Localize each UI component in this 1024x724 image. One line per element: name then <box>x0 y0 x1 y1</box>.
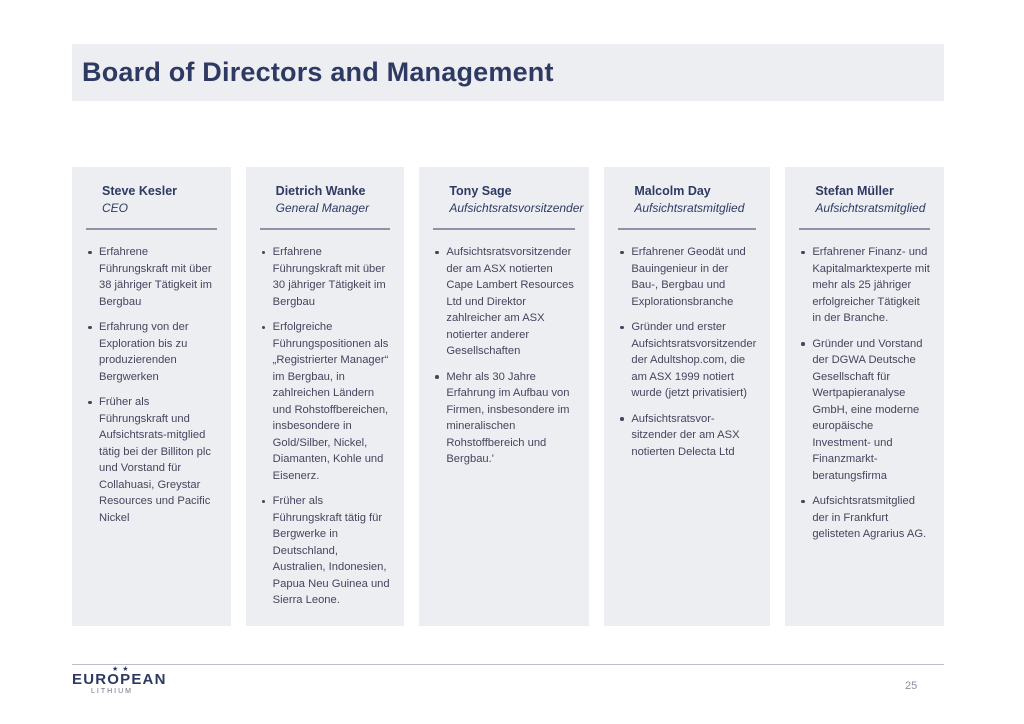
profile-cards-container <box>72 167 944 626</box>
list-item: Aufsichtsratsmitglied der in Frankfurt gelisteten Agrarius AG. <box>799 493 930 543</box>
person-name: Stefan Müller <box>815 184 894 198</box>
person-name: Dietrich Wanke <box>275 184 366 198</box>
list-item: Aufsichtsratsvorsitzender der am ASX notierten Cape Lambert Resources Ltd und Direktor zahlreicher am ASX notierter anderer Gesellschaften <box>433 244 575 360</box>
list-item: Mehr als 30 Jahre Erfahrung im Aufbau von Firmen, insbesondere im mineralischen Rohstoffbereich und Bergbau.' <box>433 369 575 468</box>
logo-main-text: EUROPEAN <box>72 671 167 688</box>
person-name: Steve Kesler <box>102 184 178 198</box>
profile-header <box>799 183 930 230</box>
list-item: Früher als Führungskraft und Aufsichtsrats-mitglied tätig bei der Billiton plc und Vorstand für Collahuasi, Greystar Resources und Pacific Nickel <box>86 394 217 526</box>
footer-divider <box>72 664 944 665</box>
person-role: General Manager <box>275 201 370 215</box>
bio-bullet-list <box>260 244 391 609</box>
page-title: Board of Directors and Management <box>82 57 554 87</box>
profile-card <box>604 167 770 626</box>
list-item: Erfahrener Finanz- und Kapitalmarktexperte mit mehr als 25 jähriger erfolgreicher Tätigkeit in der Branche. <box>799 244 930 327</box>
list-item: Gründer und Vorstand der DGWA Deutsche Gesellschaft für Wertpapieranalyse GmbH, eine moderne europäische Investment- und Finanzmarkt-beratungsfirma <box>799 336 930 485</box>
list-item: Erfolgreiche Führungspositionen als „Registrierter Manager“ im Bergbau, in zahlreichen Ländern und Rohstoffbereichen, insbesondere in Gold/Silber, Nickel, Diamanten, Kohle und Eisenerz. <box>260 319 391 484</box>
list-item: Gründer und erster Aufsichtsratsvorsitzender der Adultshop.com, die am ASX 1999 notiert wurde (jetzt privatisiert) <box>618 319 756 402</box>
list-item: Erfahrener Geodät und Bauingenieur in der Bau-, Bergbau und Explorationsbranche <box>618 244 756 310</box>
person-role: Aufsichtsratsvorsitzender <box>449 201 584 215</box>
profile-card <box>419 167 589 626</box>
person-name: Malcolm Day <box>634 184 711 198</box>
stars-icon: ★ ★ <box>112 666 130 673</box>
person-role: Aufsichtsratsmitglied <box>815 201 926 215</box>
bio-bullet-list <box>433 244 575 468</box>
list-item: Früher als Führungskraft tätig für Bergwerke in Deutschland, Australien, Indonesien, Papua Neu Guinea und Sierra Leone. <box>260 493 391 609</box>
list-item: Aufsichtsratsvor-sitzender der am ASX notierten Delecta Ltd <box>618 411 756 461</box>
person-role: CEO <box>102 201 129 215</box>
bio-bullet-list <box>618 244 756 460</box>
list-item: Erfahrene Führungskraft mit über 38 jähriger Tätigkeit im Bergbau <box>86 244 217 310</box>
profile-card <box>246 167 405 626</box>
person-name: Tony Sage <box>449 184 512 198</box>
person-role: Aufsichtsratsmitglied <box>634 201 745 215</box>
profile-header <box>86 183 217 230</box>
page-number: 25 <box>905 680 918 692</box>
profile-card <box>72 167 231 626</box>
profile-header <box>260 183 391 230</box>
list-item: Erfahrung von der Exploration bis zu produzierenden Bergwerken <box>86 319 217 385</box>
bio-bullet-list <box>799 244 930 543</box>
list-item: Erfahrene Führungskraft mit über 30 jähriger Tätigkeit im Bergbau <box>260 244 391 310</box>
logo-sub-text: LITHIUM <box>91 688 133 695</box>
bio-bullet-list <box>86 244 217 526</box>
profile-header <box>433 183 584 230</box>
profile-card <box>785 167 944 626</box>
profile-header <box>618 183 756 230</box>
company-logo <box>72 666 172 697</box>
